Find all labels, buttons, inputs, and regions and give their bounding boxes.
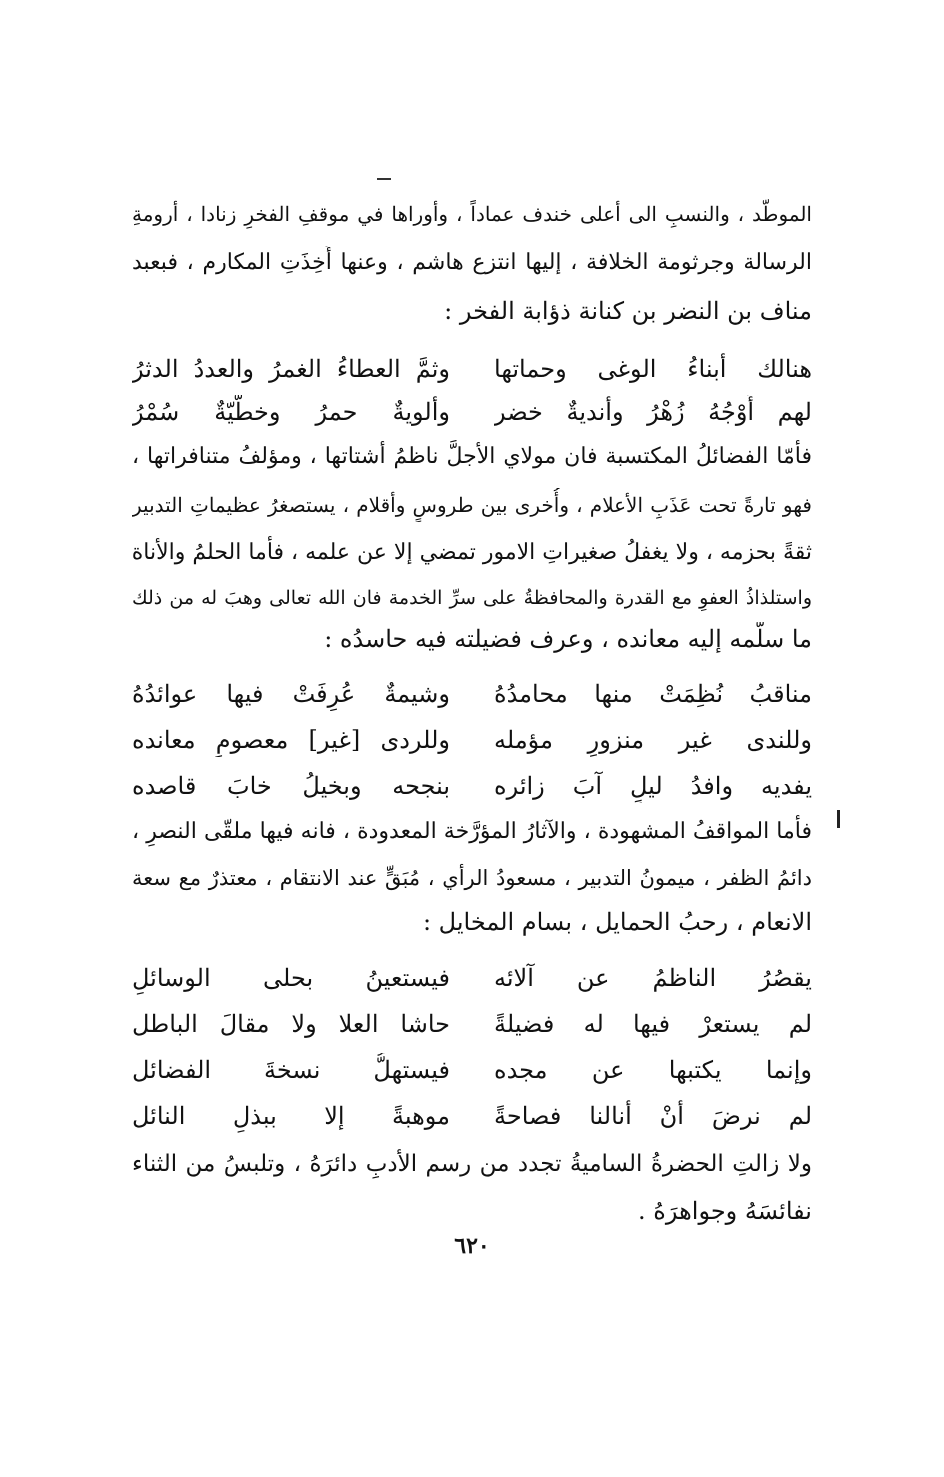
verse1-line-2: [132, 395, 812, 429]
verse1-line-1: [132, 352, 812, 386]
para2-line-5: ما سلّمه إليه معانده ، وعرف فضيلته فيه حاسدُه :: [324, 625, 812, 653]
verse2-line-3-first-hemistich: يفديه وافدُ ليلٍ آبَ زائره: [494, 772, 812, 800]
para1-line-3: مناف بن النضر بن كنانة ذؤابة الفخر :: [444, 297, 812, 325]
para3-line-3: الانعام ، رحبُ الحمايل ، بسام المخايل :: [422, 908, 812, 936]
para4-line-1: ولا زالتِ الحضرةُ الساميةُ تجدد من رسم الأدبِ دائرَهُ ، وتلبسُ من الثناء: [132, 1151, 812, 1177]
verse3-line-3: [132, 1053, 812, 1087]
verse3-line-1: [132, 961, 812, 995]
para2-line-1: فأمّا الفضائلُ المكتسبة فان مولاي الأجلَّ ناظمُ أشتاتها ، ومؤلفُ متنافراتها ،: [132, 444, 812, 469]
verse2-line-3: [132, 769, 812, 803]
top-mark: [377, 178, 391, 180]
verse2-line-1-first-hemistich: مناقبُ نُظِمَتْ منها محامدُهُ: [494, 680, 812, 708]
verse3-line-1-second-hemistich: فيستعينُ بحلى الوسائلِ: [132, 964, 450, 992]
para2-line-2: فهو تارةً تحت عَذَبِ الأعلام ، وأُخرى بين طروسٍ وأقلام ، يستصغرُ عظيماتِ التدبير: [132, 493, 812, 517]
verse2-line-3-second-hemistich: بنجحه وبخيلُ خابَ قاصده: [132, 772, 450, 800]
verse3-line-4-first-hemistich: لم نرضَ أنْ أنالنا فصاحةً: [494, 1102, 812, 1130]
para1-line-2: الرسالة وجرثومة الخلافة ، إليها انتزع هاشم ، وعنها أُخِذَتِ المكارم ، فبعبد: [132, 250, 812, 275]
verse3-line-2-first-hemistich: لم يستعرْ فيها له فضيلةً: [494, 1010, 812, 1038]
verse3-line-1-first-hemistich: يقصُرُ الناظمُ عن آلائه: [494, 964, 812, 992]
para3-line-2: دائمُ الظفر ، ميمونُ التدبير ، مسعودُ الرأي ، مُبَقٍّ عند الانتقام ، معتذرٌ مع سعة: [132, 866, 812, 890]
verse1-line-2-first-hemistich: لهم أَوْجُهُ زُهْرُ وأنديةٌ خضر: [494, 398, 812, 426]
para2-line-4: واستلذاذُ العفوِ مع القدرة والمحافظةُ على سرِّ الخدمة فان الله تعالى وهبَ له من ذلك: [132, 587, 812, 609]
verse3-line-3-second-hemistich: فيستهلُّ نسخةَ الفضائل: [132, 1056, 450, 1084]
verse2-line-2-first-hemistich: وللندى غير منزورٍ مؤمله: [494, 726, 812, 754]
para2-line-3: ثقةً بحزمه ، ولا يغفلُ صغيراتِ الامور تمضي إلا عن علمه ، فأما الحلمُ والأناة: [132, 540, 812, 565]
margin-mark: [837, 810, 840, 828]
verse1-line-1-first-hemistich: هنالك أبناءُ الوغى وحماتها: [494, 355, 812, 383]
verse2-line-2: [132, 723, 812, 757]
verse2-line-1-second-hemistich: وشيمةٌ عُرِفَتْ فيها عوائدُهُ: [132, 680, 450, 708]
verse3-line-4: [132, 1099, 812, 1133]
para3-line-1: فأما المواقفُ المشهودة ، والآثارُ المؤرَّخة المعدودة ، فانه فيها ملقّى النصرِ ،: [132, 819, 812, 844]
verse3-line-2: [132, 1007, 812, 1041]
verse3-line-4-second-hemistich: موهبةً إلا ببذلِ النائل: [132, 1102, 450, 1130]
verse3-line-2-second-hemistich: حاشا العلا ولا مقالَ الباطل: [132, 1010, 450, 1038]
verse1-line-1-second-hemistich: وثمَّ العطاءُ الغمرُ والعددُ الدثرُ: [132, 355, 450, 383]
verse2-line-2-second-hemistich: وللردى [غير] معصومٍ معانده: [132, 726, 450, 754]
para4-line-2: نفائسَهُ وجواهرَهُ .: [638, 1197, 812, 1225]
verse3-line-3-first-hemistich: وإنما يكتبها عن مجده: [494, 1056, 812, 1084]
verse2-line-1: [132, 677, 812, 711]
para1-line-1: الموطّد ، والنسبِ الى أعلى خندف عماداً ، وأوراها في موقفِ الفخرِ زنادا ، أرومةِ: [132, 202, 812, 226]
page-number: ٦٢٠: [454, 1233, 490, 1259]
verse1-line-2-second-hemistich: وألويةٌ حمرُ وخطّيّةٌ سُمْرُ: [132, 398, 450, 426]
